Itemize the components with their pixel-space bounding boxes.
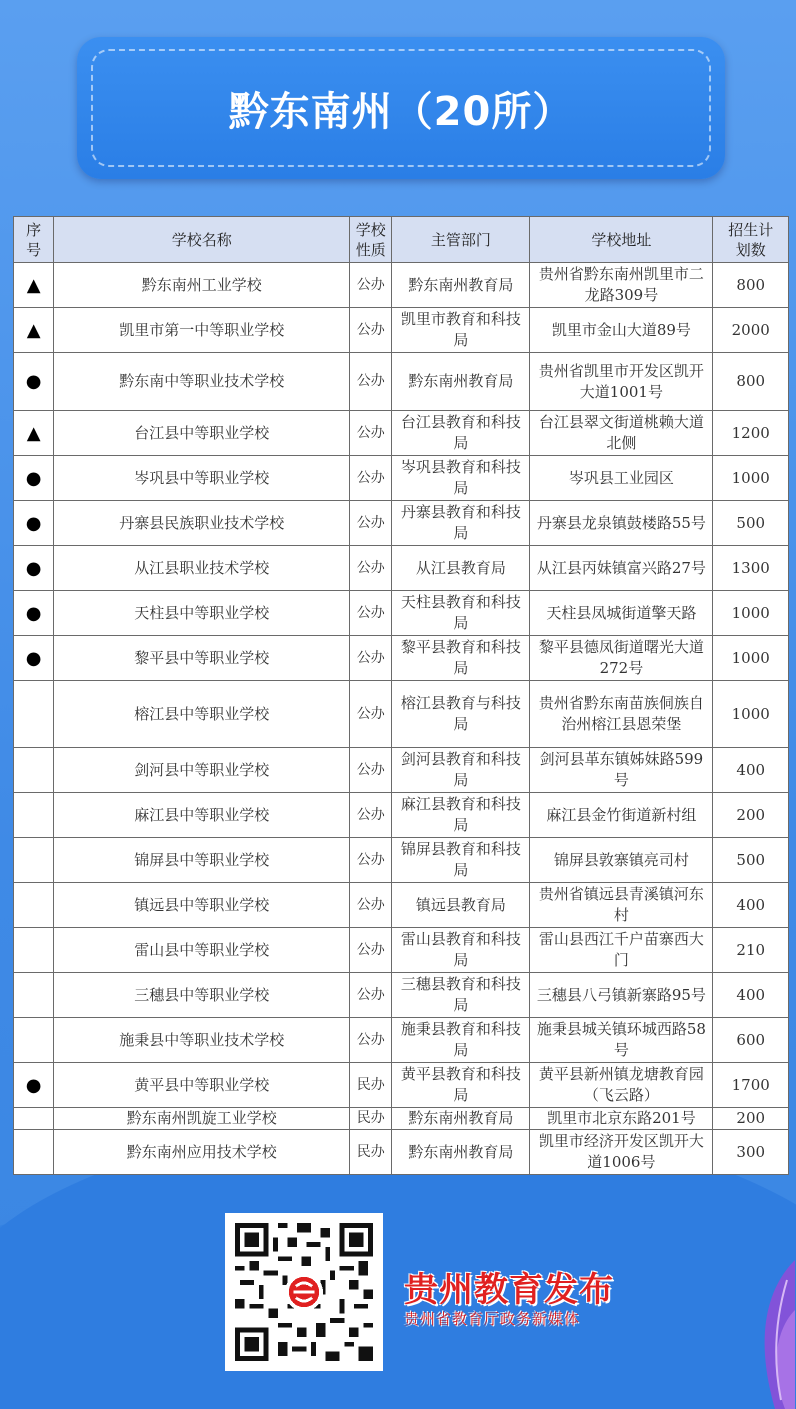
school-name: 从江县职业技术学校 — [54, 546, 350, 591]
table-row — [14, 1130, 789, 1175]
enrollment-plan: 600 — [713, 1018, 789, 1063]
school-type: 公办 — [350, 636, 392, 681]
school-address: 凯里市金山大道89号 — [530, 308, 713, 353]
row-mark — [14, 1108, 54, 1130]
school-name: 雷山县中等职业学校 — [54, 928, 350, 973]
table-row — [14, 263, 789, 308]
enrollment-plan: 500 — [713, 838, 789, 883]
school-name: 黔东南州工业学校 — [54, 263, 350, 308]
school-dept: 岑巩县教育和科技局 — [392, 456, 530, 501]
school-dept: 台江县教育和科技局 — [392, 411, 530, 456]
enrollment-plan: 400 — [713, 883, 789, 928]
school-name: 榕江县中等职业学校 — [54, 681, 350, 748]
table-row — [14, 1018, 789, 1063]
enrollment-plan: 210 — [713, 928, 789, 973]
qr-code — [225, 1213, 383, 1371]
enrollment-plan: 200 — [713, 1108, 789, 1130]
school-dept: 榕江县教育与科技局 — [392, 681, 530, 748]
table-row — [14, 838, 789, 883]
school-name: 黄平县中等职业学校 — [54, 1063, 350, 1108]
school-address: 雷山县西江千户苗寨西大门 — [530, 928, 713, 973]
school-type: 民办 — [350, 1063, 392, 1108]
header-no: 序号 — [14, 217, 54, 263]
school-address: 台江县翠文街道桃赖大道北侧 — [530, 411, 713, 456]
row-mark: ● — [14, 501, 54, 546]
row-mark: ● — [14, 353, 54, 411]
table-row — [14, 928, 789, 973]
school-dept: 黔东南州教育局 — [392, 353, 530, 411]
school-dept: 黔东南州教育局 — [392, 1130, 530, 1175]
row-mark — [14, 748, 54, 793]
header-type: 学校性质 — [350, 217, 392, 263]
enrollment-plan: 1300 — [713, 546, 789, 591]
enrollment-plan: 200 — [713, 793, 789, 838]
school-name: 天柱县中等职业学校 — [54, 591, 350, 636]
school-type: 公办 — [350, 501, 392, 546]
row-mark: ● — [14, 591, 54, 636]
school-dept: 麻江县教育和科技局 — [392, 793, 530, 838]
table-row — [14, 546, 789, 591]
enrollment-plan: 1000 — [713, 681, 789, 748]
header-dept: 主管部门 — [392, 217, 530, 263]
school-type: 民办 — [350, 1130, 392, 1175]
school-name: 镇远县中等职业学校 — [54, 883, 350, 928]
row-mark — [14, 928, 54, 973]
school-name: 丹寨县民族职业技术学校 — [54, 501, 350, 546]
schools-table — [13, 216, 789, 1175]
school-address: 从江县丙妹镇富兴路27号 — [530, 546, 713, 591]
row-mark — [14, 883, 54, 928]
enrollment-plan: 800 — [713, 353, 789, 411]
enrollment-plan: 1000 — [713, 456, 789, 501]
enrollment-plan: 500 — [713, 501, 789, 546]
enrollment-plan: 400 — [713, 748, 789, 793]
table-row — [14, 308, 789, 353]
enrollment-plan: 300 — [713, 1130, 789, 1175]
table-row — [14, 748, 789, 793]
school-address: 贵州省黔东南苗族侗族自治州榕江县恩荣堡 — [530, 681, 713, 748]
school-name: 施秉县中等职业技术学校 — [54, 1018, 350, 1063]
header-addr: 学校地址 — [530, 217, 713, 263]
school-dept: 锦屏县教育和科技局 — [392, 838, 530, 883]
table-row — [14, 411, 789, 456]
row-mark: ● — [14, 456, 54, 501]
school-address: 凯里市经济开发区凯开大道1006号 — [530, 1130, 713, 1175]
table-row — [14, 973, 789, 1018]
school-type: 公办 — [350, 883, 392, 928]
school-type: 公办 — [350, 838, 392, 883]
school-address: 凯里市北京东路201号 — [530, 1108, 713, 1130]
school-dept: 黎平县教育和科技局 — [392, 636, 530, 681]
school-dept: 黔东南州教育局 — [392, 263, 530, 308]
school-type: 公办 — [350, 793, 392, 838]
school-type: 公办 — [350, 591, 392, 636]
school-address: 贵州省黔东南州凯里市二龙路309号 — [530, 263, 713, 308]
page-title: 黔东南州（20所） — [228, 88, 574, 135]
school-address: 剑河县革东镇姊妹路599号 — [530, 748, 713, 793]
school-dept: 天柱县教育和科技局 — [392, 591, 530, 636]
school-address: 贵州省凯里市开发区凯开大道1001号 — [530, 353, 713, 411]
school-dept: 施秉县教育和科技局 — [392, 1018, 530, 1063]
school-name: 黎平县中等职业学校 — [54, 636, 350, 681]
school-name: 麻江县中等职业学校 — [54, 793, 350, 838]
header-name: 学校名称 — [54, 217, 350, 263]
school-address: 黎平县德凤街道曙光大道272号 — [530, 636, 713, 681]
row-mark — [14, 838, 54, 883]
school-type: 公办 — [350, 748, 392, 793]
school-dept: 丹寨县教育和科技局 — [392, 501, 530, 546]
school-name: 凯里市第一中等职业学校 — [54, 308, 350, 353]
school-name: 黔东南中等职业技术学校 — [54, 353, 350, 411]
school-type: 公办 — [350, 353, 392, 411]
school-dept: 雷山县教育和科技局 — [392, 928, 530, 973]
school-dept: 镇远县教育局 — [392, 883, 530, 928]
table-header-row — [14, 217, 789, 263]
school-dept: 黄平县教育和科技局 — [392, 1063, 530, 1108]
school-address: 天柱县凤城街道擎天路 — [530, 591, 713, 636]
school-address: 锦屏县敦寨镇亮司村 — [530, 838, 713, 883]
school-name: 岑巩县中等职业学校 — [54, 456, 350, 501]
enrollment-plan: 1700 — [713, 1063, 789, 1108]
header-plan: 招生计划数 — [713, 217, 789, 263]
school-name: 台江县中等职业学校 — [54, 411, 350, 456]
row-mark — [14, 681, 54, 748]
table-row — [14, 883, 789, 928]
school-dept: 黔东南州教育局 — [392, 1108, 530, 1130]
qr-code-image — [235, 1223, 373, 1361]
table-row — [14, 681, 789, 748]
row-mark: ▲ — [14, 263, 54, 308]
school-type: 民办 — [350, 1108, 392, 1130]
school-type: 公办 — [350, 546, 392, 591]
school-name: 三穗县中等职业学校 — [54, 973, 350, 1018]
table-row — [14, 1108, 789, 1130]
row-mark — [14, 1018, 54, 1063]
brand-title: 贵州教育发布 — [404, 1270, 614, 1310]
school-address: 黄平县新州镇龙塘教育园（飞云路） — [530, 1063, 713, 1108]
school-address: 麻江县金竹街道新村组 — [530, 793, 713, 838]
school-type: 公办 — [350, 928, 392, 973]
row-mark — [14, 973, 54, 1018]
enrollment-plan: 1000 — [713, 636, 789, 681]
enrollment-plan: 1000 — [713, 591, 789, 636]
enrollment-plan: 400 — [713, 973, 789, 1018]
row-mark: ● — [14, 546, 54, 591]
row-mark: ▲ — [14, 411, 54, 456]
school-type: 公办 — [350, 456, 392, 501]
table-row — [14, 1063, 789, 1108]
table-row — [14, 456, 789, 501]
row-mark — [14, 793, 54, 838]
school-type: 公办 — [350, 263, 392, 308]
school-name: 锦屏县中等职业学校 — [54, 838, 350, 883]
school-dept: 凯里市教育和科技局 — [392, 308, 530, 353]
school-name: 黔东南州应用技术学校 — [54, 1130, 350, 1175]
school-dept: 从江县教育局 — [392, 546, 530, 591]
school-type: 公办 — [350, 411, 392, 456]
enrollment-plan: 1200 — [713, 411, 789, 456]
school-type: 公办 — [350, 681, 392, 748]
brand-subtitle: 贵州省教育厅政务新媒体 — [404, 1310, 581, 1328]
enrollment-plan: 800 — [713, 263, 789, 308]
enrollment-plan: 2000 — [713, 308, 789, 353]
school-address: 贵州省镇远县青溪镇河东村 — [530, 883, 713, 928]
table-row — [14, 353, 789, 411]
school-address: 丹寨县龙泉镇鼓楼路55号 — [530, 501, 713, 546]
table-row — [14, 591, 789, 636]
row-mark: ● — [14, 1063, 54, 1108]
school-dept: 三穗县教育和科技局 — [392, 973, 530, 1018]
school-name: 黔东南州凯旋工业学校 — [54, 1108, 350, 1130]
school-address: 岑巩县工业园区 — [530, 456, 713, 501]
row-mark: ▲ — [14, 308, 54, 353]
table-row — [14, 636, 789, 681]
title-banner — [77, 37, 725, 179]
school-type: 公办 — [350, 973, 392, 1018]
school-address: 施秉县城关镇环城西路58号 — [530, 1018, 713, 1063]
table-row — [14, 501, 789, 546]
school-dept: 剑河县教育和科技局 — [392, 748, 530, 793]
leaf-decoration-icon — [735, 1250, 795, 1409]
school-name: 剑河县中等职业学校 — [54, 748, 350, 793]
row-mark: ● — [14, 636, 54, 681]
school-type: 公办 — [350, 1018, 392, 1063]
school-address: 三穗县八弓镇新寨路95号 — [530, 973, 713, 1018]
school-type: 公办 — [350, 308, 392, 353]
table-row — [14, 793, 789, 838]
row-mark — [14, 1130, 54, 1175]
